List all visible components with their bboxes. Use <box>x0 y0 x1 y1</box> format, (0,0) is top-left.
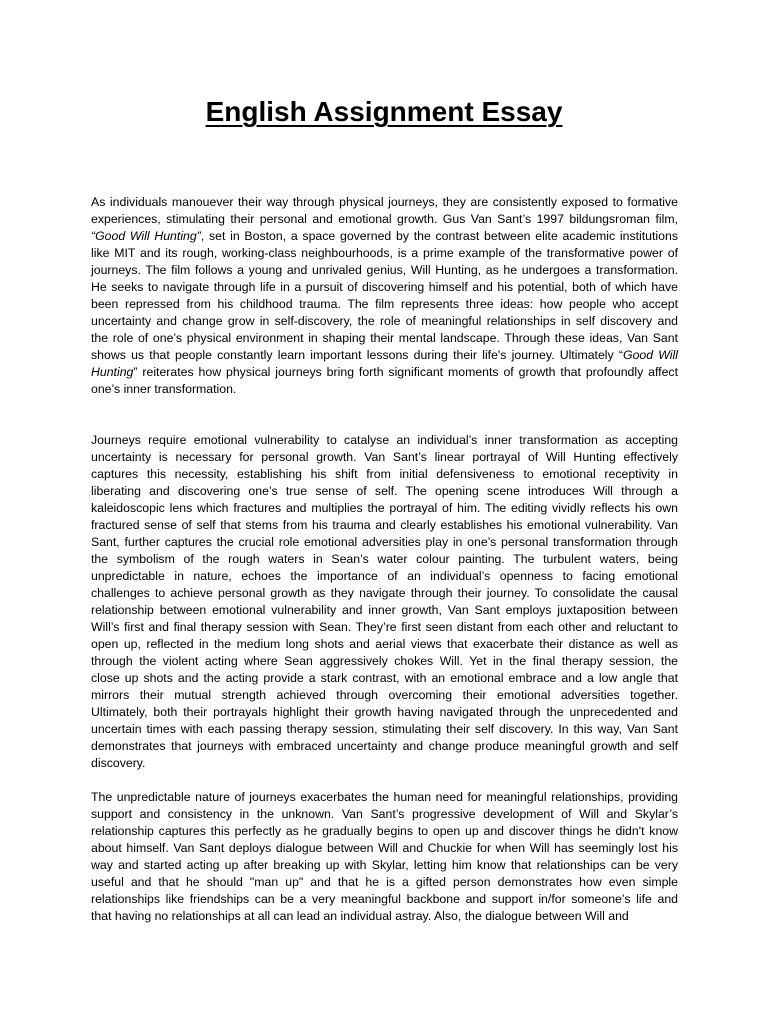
text-line: one’s inner transformation. <box>91 382 237 396</box>
text-line: uncertain times with each passing therapy session, stimulating their self discovery. In this way, Van Sant <box>91 722 678 736</box>
text-segment: , set in Boston, a space governed by the contrast between elite academic institutions <box>200 229 678 243</box>
text-line: The unpredictable nature of journeys exacerbates the human need for meaningful relationships, providing <box>91 790 678 804</box>
text-segment: ” reiterates how physical journeys bring forth significant moments of growth that profoundly affect <box>133 365 678 379</box>
paragraph-emotional-vulnerability <box>91 432 678 772</box>
film-title-italic: “Good Will Hunting” <box>91 229 201 243</box>
essay-title: English Assignment Essay <box>205 96 563 127</box>
text-line: challenges to achieve personal growth as they navigate through their journey. To consolidate the causal <box>91 586 678 600</box>
text-line: relationship between emotional vulnerability and inner growth, Van Sant employs juxtaposition between <box>91 603 678 617</box>
text-line: been repressed from his childhood trauma. The film represents three ideas: how people who accept <box>91 297 678 311</box>
text-line: about himself. Van Sant deploys dialogue between Will and Chuckie for when Will has seemingly lost his <box>91 841 678 855</box>
film-title-italic: Good Will <box>623 348 678 362</box>
text-line: captures this necessity, establishing his shift from initial defensiveness to emotional receptivity in <box>91 467 678 481</box>
text-line: Journeys require emotional vulnerability to catalyse an individual’s inner transformation as accepting <box>91 433 678 447</box>
text-line: close up shots and the acting provide a stark contrast, with an emotional embrace and a low angle that <box>91 671 678 685</box>
text-line: relationships like friendships can be a very meaningful backbone and support in/for someone’s life and <box>91 892 678 906</box>
text-line: relationship captures this perfectly as he gradually begins to open up and discover things he didn't know <box>91 824 678 838</box>
text-line: Sant, further captures the crucial role emotional adversities play in one’s personal transformation through <box>91 535 678 549</box>
text-line: like MIT and its rough, working-class neighbourhoods, is a prime example of the transformative power of <box>91 246 678 260</box>
paragraph-meaningful-relationships <box>91 789 678 925</box>
text-line: uncertainty and change grow in self-discovery, the role of meaningful relationships in self discovery and <box>91 314 678 328</box>
text-line: open up, reflected in the medium long shots and aerial views that exacerbate their distance as well as <box>91 637 678 651</box>
text-line: uncertainty is necessary for personal growth. Van Sant’s linear portrayal of Will Hunting effectively <box>91 450 678 464</box>
text-line: As individuals manouever their way through physical journeys, they are consistently exposed to formative <box>91 195 678 209</box>
text-line: demonstrates that journeys with embraced uncertainty and change produce meaningful growth and self <box>91 739 678 753</box>
text-line: support and consistency in the unknown. Van Sant’s progressive development of Will and Skylar’s <box>91 807 678 821</box>
text-line: way and started acting up after breaking up with Skylar, letting him know that relationships can be very <box>91 858 678 872</box>
text-line: through the violent acting where Sean aggressively chokes Will. Yet in the final therapy session, the <box>91 654 678 668</box>
essay-body <box>91 194 678 925</box>
text-line: kaleidoscopic lens which fractures and multiplies the portrayal of him. The editing vividly reflects his own <box>91 501 678 515</box>
text-line <box>91 364 678 381</box>
text-line: the role of one’s physical environment in shaping their mental landscape. Through these ideas, Van Sant <box>91 331 678 345</box>
text-line: journeys. The film follows a young and unrivaled genius, Will Hunting, as he undergoes a transformation. <box>91 263 678 277</box>
text-line: mirrors their mutual strength achieved through overcoming their emotional adversities together. <box>91 688 678 702</box>
text-segment: shows us that people constantly learn important lessons during their life's journey. Ultimately “ <box>91 348 623 362</box>
text-line <box>91 228 678 245</box>
paragraph-introduction <box>91 194 678 398</box>
text-line: useful and that he should "man up" and that he is a gifted person demonstrates how even simple <box>91 875 678 889</box>
text-line: experiences, stimulating their personal and emotional growth. Gus Van Sant’s 1997 bildungsroman film, <box>91 212 678 226</box>
text-line <box>91 347 678 364</box>
text-line: discovery. <box>91 756 146 770</box>
text-line: Will’s first and final therapy session with Sean. They’re first seen distant from each other and reluctant to <box>91 620 678 634</box>
text-line: the symbolism of the rough waters in Sean’s water colour painting. The turbulent waters, being <box>91 552 678 566</box>
film-title-italic: Hunting <box>91 365 134 379</box>
text-line: fractured sense of self that stems from his trauma and clearly establishes his emotional vulnerability. Van <box>91 518 678 532</box>
text-line: Ultimately, both their portrayals highlight their growth having navigated through the unprecedented and <box>91 705 678 719</box>
text-line: unpredictable in nature, echoes the importance of an individual’s openness to facing emotional <box>91 569 678 583</box>
text-line: that having no relationships at all can lead an individual astray. Also, the dialogue between Will and <box>91 909 629 923</box>
text-line: He seeks to navigate through life in a pursuit of discovering himself and his potential, both of which have <box>91 280 678 294</box>
text-line: liberating and discovering one’s true sense of self. The opening scene introduces Will through a <box>91 484 678 498</box>
